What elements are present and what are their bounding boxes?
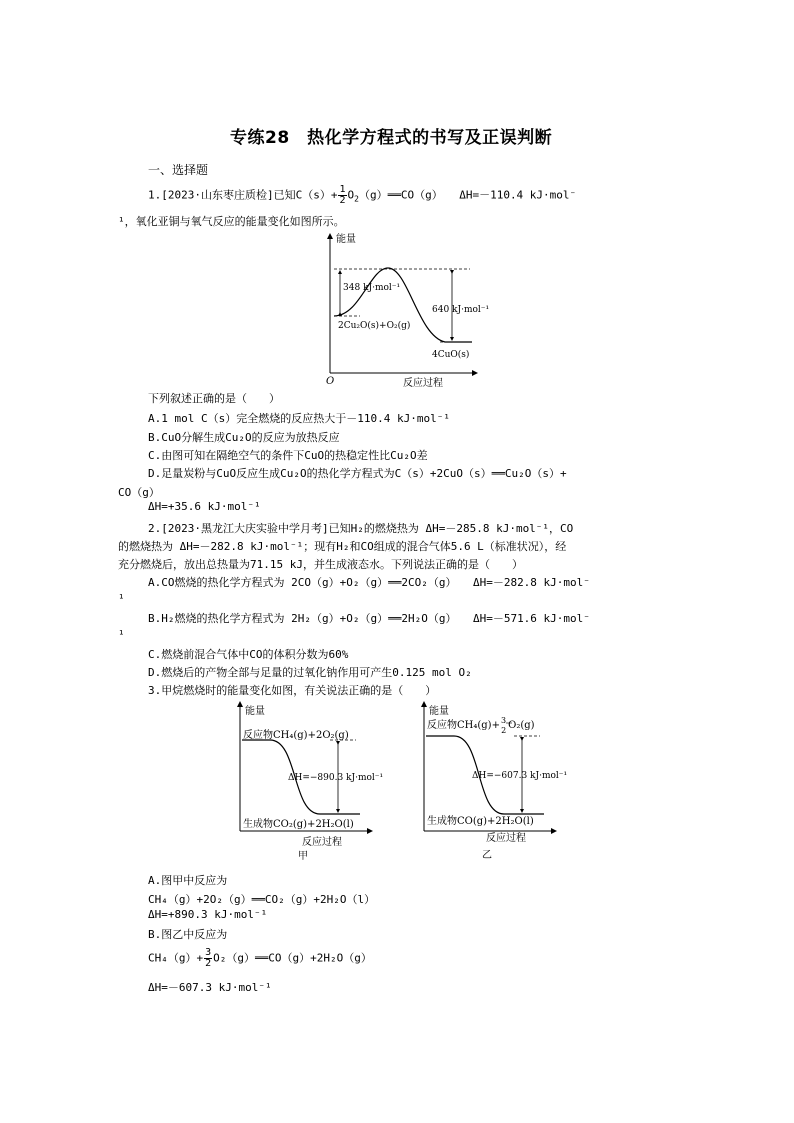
- q3-fraction: $\frac{3}{2}$: [205, 947, 212, 969]
- q2-option-a-line1: A.CO燃烧的热化学方程式为 2CO（g）+O₂（g）══2CO₂（g） ΔH=－282.8 kJ·mol⁻: [148, 576, 590, 589]
- q1-stem-line1: 1.[2023·山东枣庄质检]已知C（s）+ $\frac{1}{2}$ $O_2(g)══CO(g)$ ΔH=－110.4 kJ·mol⁻: [148, 184, 577, 206]
- q1-stem-line2: ¹，氧化亚铜与氧气反应的能量变化如图所示。: [118, 215, 345, 228]
- reactant-label: 反应物CH₄(g)+$^3$ 2 O₂(g): [427, 716, 535, 735]
- x-axis-label: 反应过程: [486, 833, 526, 844]
- y-axis-label: 能量: [245, 706, 265, 717]
- q3-option-b-dh: ΔH=－607.3 kJ·mol⁻¹: [148, 981, 272, 994]
- product-label: 生成物CO(g)+2H₂O(l): [427, 816, 534, 827]
- q1-option-b: B.CuO分解生成Cu₂O的反应为放热反应: [148, 431, 340, 444]
- q1-option-d-line3: ΔH=+35.6 kJ·mol⁻¹: [148, 500, 261, 513]
- q3-option-b-label: B.图乙中反应为: [148, 928, 228, 941]
- y-axis-label: 能量: [336, 234, 356, 245]
- ea-label: 348 kJ·mol⁻¹: [343, 283, 401, 293]
- x-axis-label: 反应过程: [302, 837, 342, 848]
- page-title: 专练28 热化学方程式的书写及正误判断: [230, 128, 553, 148]
- q2-stem-line2: 的燃烧热为 ΔH=－282.8 kJ·mol⁻¹；现有H₂和CO组成的混合气体5.6 L（标准状况），经: [118, 540, 567, 553]
- q3-option-a-equation: CH₄（g）+2O₂（g）══CO₂（g）+2H₂O（l）: [148, 893, 376, 906]
- caption: 甲: [298, 851, 308, 862]
- q3-diagram-yi: [414, 700, 574, 862]
- x-axis-label: 反应过程: [403, 378, 443, 389]
- q2-stem-line1: 2.[2023·黑龙江大庆实验中学月考]已知H₂的燃烧热为 ΔH=－285.8 kJ·mol⁻¹，CO: [148, 522, 574, 535]
- reactant-label: 2Cu₂O(s)+O₂(g): [338, 321, 411, 331]
- q3-option-a-label: A.图甲中反应为: [148, 874, 228, 887]
- dh-label: ΔH=−890.3 kJ·mol⁻¹: [288, 773, 384, 783]
- dh-label: ΔH=−607.3 kJ·mol⁻¹: [472, 771, 568, 781]
- q1-energy-diagram: [300, 228, 500, 390]
- q3-option-a-dh: ΔH=+890.3 kJ·mol⁻¹: [148, 908, 268, 921]
- q1-prompt: 下列叙述正确的是（ ）: [148, 392, 280, 405]
- q2-option-d: D.燃烧后的产物全部与足量的过氧化钠作用可产生0.125 mol O₂: [148, 666, 472, 679]
- caption: 乙: [482, 850, 492, 861]
- q1-option-a: A.1 mol C（s）完全燃烧的反应热大于－110.4 kJ·mol⁻¹: [148, 412, 450, 425]
- product-label: 4CuO(s): [432, 350, 470, 360]
- q2-stem-line3: 充分燃烧后，放出总热量为71.15 kJ，并生成液态水。下列说法正确的是（ ）: [118, 558, 523, 571]
- q2-option-b-line1: B.H₂燃烧的热化学方程式为 2H₂（g）+O₂（g）══2H₂O（g） ΔH=－571.6 kJ·mol⁻: [148, 612, 590, 625]
- q3-option-b-equation: CH₄（g）+ $\frac{3}{2}$ O₂（g）══CO（g）+2H₂O（g）: [148, 947, 372, 969]
- q1-fraction: $\frac{1}{2}$: [339, 184, 346, 206]
- q1-option-c: C.由图可知在隔绝空气的条件下CuO的热稳定性比Cu₂O差: [148, 449, 428, 462]
- product-label: 生成物CO₂(g)+2H₂O(l): [243, 819, 354, 830]
- y-axis-label: 能量: [429, 706, 449, 717]
- q1-option-d-line2: CO（g）: [118, 486, 160, 499]
- q1-option-d-line1: D.足量炭粉与CuO反应生成Cu₂O的热化学方程式为C（s）+2CuO（s）══Cu₂O（s）+: [148, 467, 567, 480]
- q2-option-c: C.燃烧前混合气体中CO的体积分数为60%: [148, 648, 349, 661]
- reactant-label: 反应物CH₄(g)+2O₂(g): [243, 730, 349, 741]
- q2-option-b-line2: ¹: [118, 628, 125, 641]
- section-heading: 一、选择题: [148, 163, 209, 177]
- dh-label: 640 kJ·mol⁻¹: [432, 305, 490, 315]
- q3-diagram-jia: [230, 700, 390, 862]
- q3-stem: 3.甲烷燃烧时的能量变化如图，有关说法正确的是（ ）: [148, 684, 437, 697]
- origin-label: O: [326, 376, 335, 387]
- q2-option-a-line2: ¹: [118, 592, 125, 605]
